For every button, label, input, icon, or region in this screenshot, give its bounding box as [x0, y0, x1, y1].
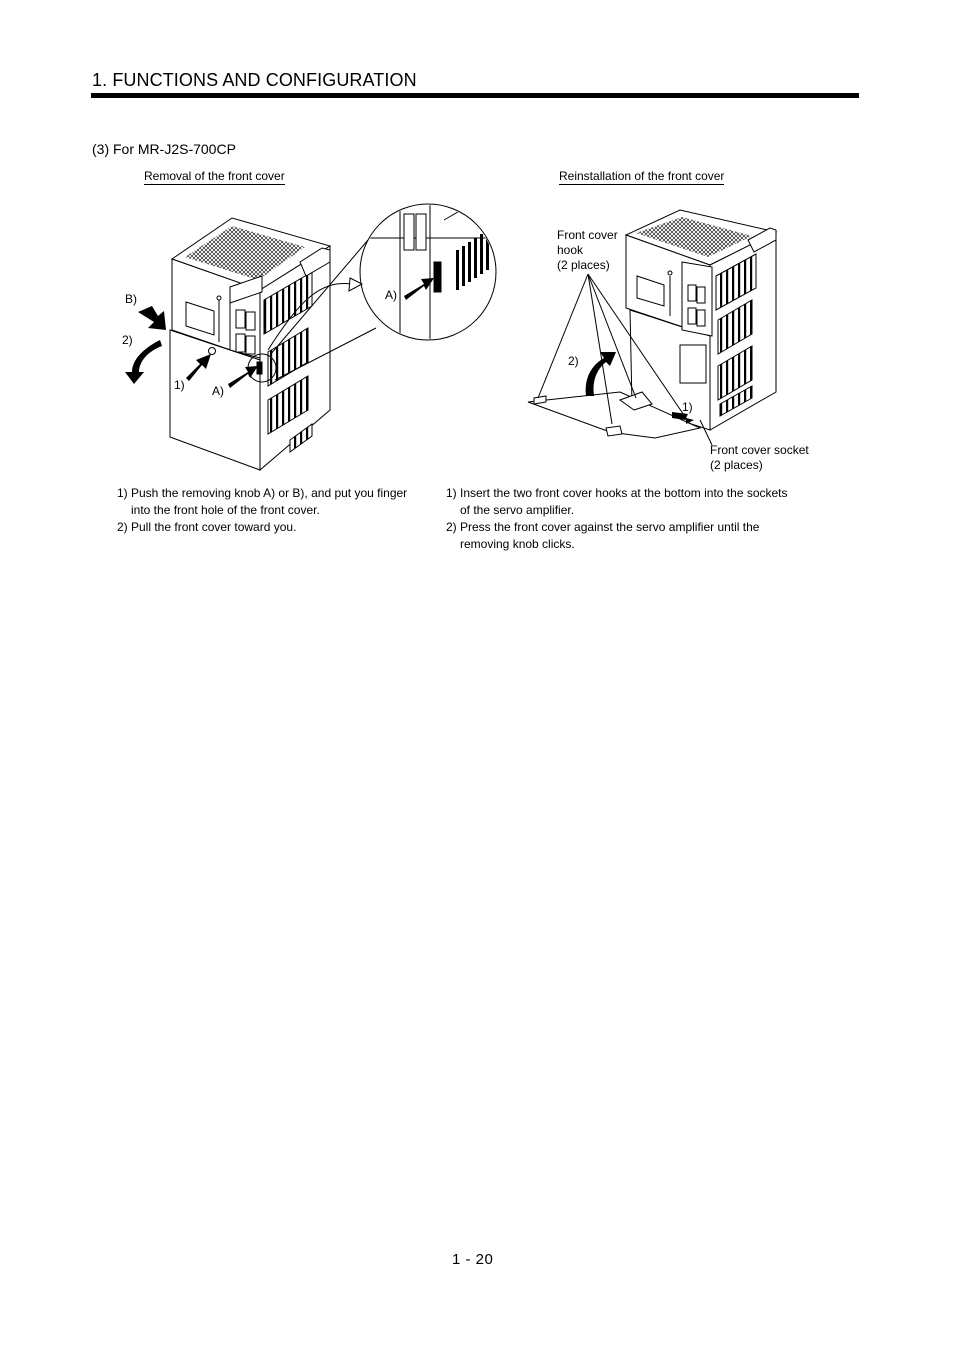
- reinstall-label-socket: Front cover socket (2 places): [710, 443, 809, 472]
- reinstall-caption: Reinstallation of the front cover: [559, 169, 725, 183]
- reinstall-label-step1: 1): [682, 400, 693, 414]
- reinstall-label-step2: 2): [568, 354, 579, 368]
- reinstall-instructions: [446, 485, 798, 553]
- reinstall-instruction-2: 2) Press the front cover against the servo amplifier until the removing knob clicks.: [446, 520, 760, 551]
- reinstall-label-hook: Front cover hook (2 places): [557, 228, 618, 272]
- removal-caption: Removal of the front cover: [144, 169, 285, 183]
- reinstall-instruction-1: 1) Insert the two front cover hooks at the bottom into the sockets of the servo amplifier.: [446, 486, 788, 517]
- removal-instruction-2: 2) Pull the front cover toward you.: [117, 520, 297, 534]
- removal-instructions: [117, 485, 417, 536]
- removal-label-step1: 1): [174, 378, 185, 392]
- page-number: 1 - 20: [452, 1251, 494, 1268]
- section-heading: (3) For MR-J2S-700CP: [92, 141, 236, 157]
- removal-label-a: A): [212, 384, 224, 398]
- removal-label-step2: 2): [122, 333, 133, 347]
- removal-illustration: [170, 190, 496, 470]
- page-header-title: 1. FUNCTIONS AND CONFIGURATION: [92, 70, 417, 90]
- removal-instruction-1: 1) Push the removing knob A) or B), and put you finger into the front hole of the front cover.: [117, 486, 408, 517]
- removal-label-b: B): [125, 292, 137, 306]
- removal-detail-label-a: A): [385, 288, 397, 302]
